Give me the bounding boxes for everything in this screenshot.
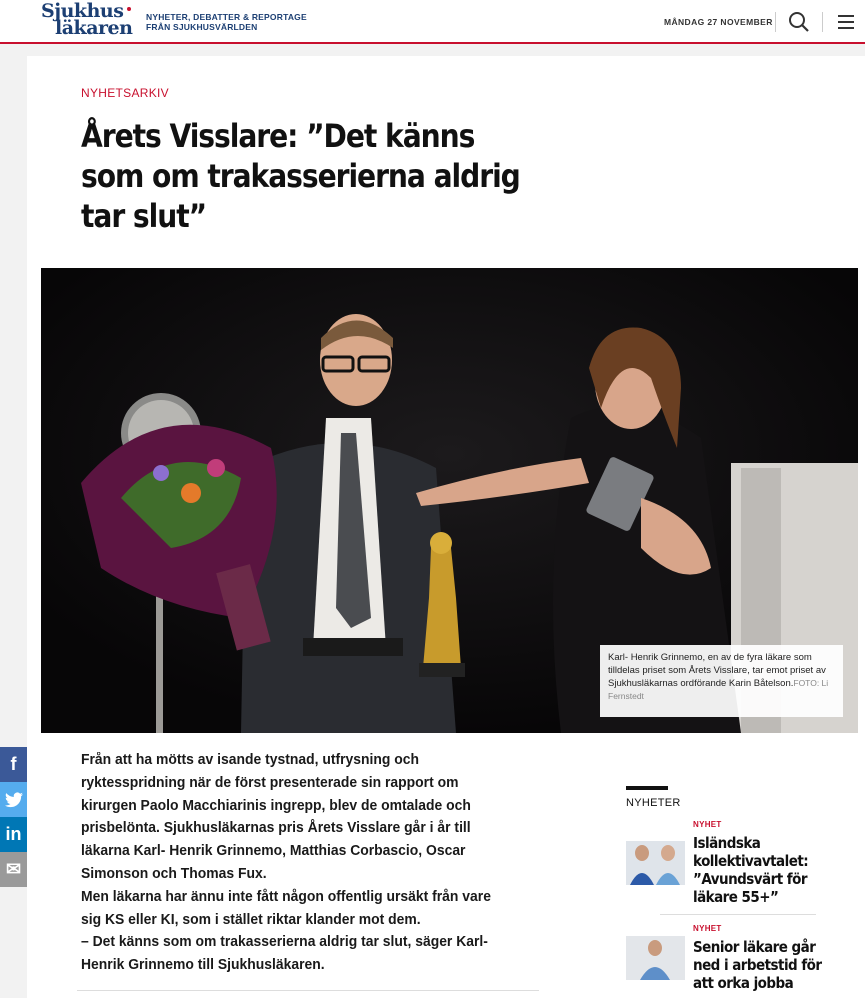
article-paragraph: Men läkarna har ännu inte fått någon offentlig ursäkt från vare sig KS eller KI, som i stället riktar klander mot dem. xyxy=(81,888,491,928)
twitter-icon xyxy=(5,792,23,808)
tagline-line-1: NYHETER, DEBATTER & REPORTAGE xyxy=(146,12,307,22)
sidebar-heading: NYHETER xyxy=(626,797,681,809)
site-logo[interactable] xyxy=(41,0,133,39)
news-list-item[interactable] xyxy=(626,818,841,913)
sidebar-accent-bar xyxy=(626,786,668,790)
site-header xyxy=(0,0,865,44)
site-tagline xyxy=(146,12,307,32)
news-tag: NYHET xyxy=(693,924,722,933)
news-divider xyxy=(660,914,816,915)
hamburger-menu-icon[interactable] xyxy=(838,15,854,29)
email-share-button[interactable] xyxy=(0,852,27,887)
caption-text: Karl- Henrik Grinnemo, en av de fyra läkare som tilldelas priset som Årets Visslare, tar emot priset av Sjukhusläkarnas ordförande Karin Båtelson. xyxy=(608,652,826,689)
tagline-line-2: FRÅN SJUKHUSVÄRLDEN xyxy=(146,22,258,32)
facebook-share-button[interactable] xyxy=(0,747,27,782)
article-paragraph: Från att ha mötts av isande tystnad, utfrysning och ryktesspridning när de först presenterade sin rapport om kirurgen Paolo Macchiarinis ingrepp, blev de omtalade och prisbelönta. Sjukhusläkarnas pris Årets Visslare går i år till läkarna Karl- Henrik Grinnemo, Matthias Corbascio, Oscar Simonson och Thomas Fux. xyxy=(81,752,471,882)
photo-caption xyxy=(600,645,843,717)
body-divider xyxy=(77,990,539,991)
news-title[interactable]: Senior läkare går ned i arbetstid för att orka jobba xyxy=(693,938,822,992)
news-title[interactable]: Isländska kollektivavtalet: ”Avundsvärt för läkare 55+” xyxy=(693,834,809,906)
search-icon[interactable] xyxy=(787,10,811,34)
logo-dot xyxy=(127,7,131,11)
photo-credit: FOTO: Li Fernstedt xyxy=(608,678,829,701)
article-paragraph: – Det känns som om trakasserierna aldrig tar slut, säger Karl-Henrik Grinnemo till Sjukhusläkaren. xyxy=(81,934,488,974)
social-share-rail xyxy=(0,747,27,887)
header-divider xyxy=(775,12,776,32)
current-date: MÅNDAG 27 NOVEMBER xyxy=(664,17,773,27)
facebook-icon: f xyxy=(10,754,17,774)
news-thumbnail[interactable] xyxy=(626,841,685,885)
header-divider xyxy=(822,12,823,32)
logo-line-1: Sjukhus xyxy=(41,0,124,22)
email-icon: ✉ xyxy=(5,859,22,879)
logo-line-2: läkaren xyxy=(55,17,133,39)
linkedin-share-button[interactable] xyxy=(0,817,27,852)
linkedin-icon: in xyxy=(5,824,22,844)
news-list-item[interactable] xyxy=(626,922,841,998)
article-kicker[interactable]: NYHETSARKIV xyxy=(81,86,169,100)
news-tag: NYHET xyxy=(693,820,722,829)
article-body xyxy=(81,749,503,977)
twitter-share-button[interactable] xyxy=(0,782,27,817)
news-thumbnail[interactable] xyxy=(626,936,685,980)
article-title: Årets Visslare: ”Det känns som om trakasserierna aldrig tar slut” xyxy=(81,117,520,235)
